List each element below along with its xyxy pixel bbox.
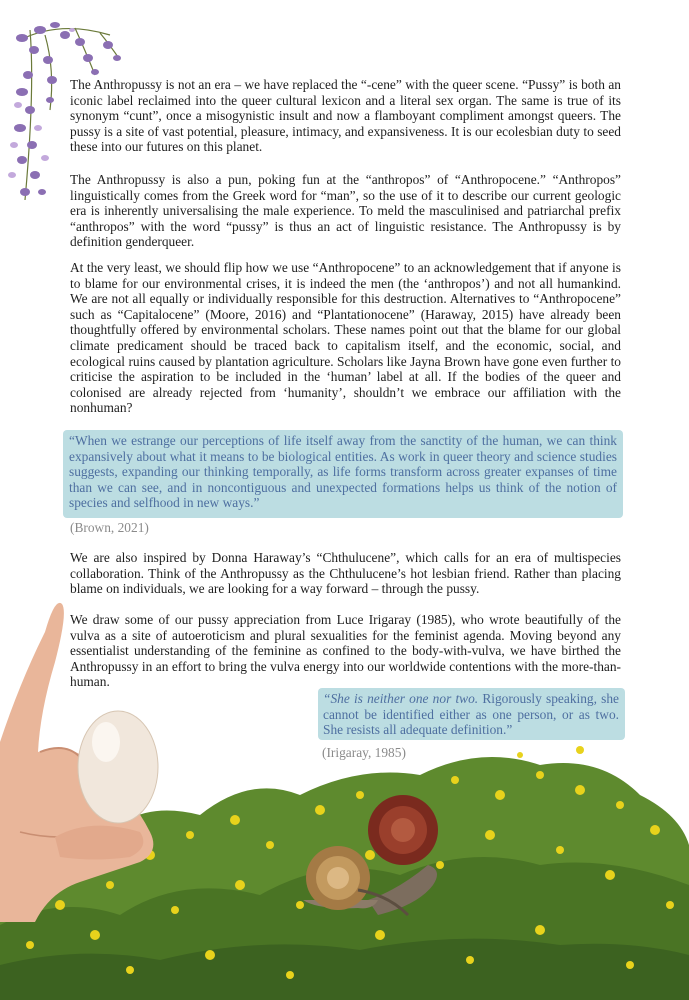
paragraph-anthropos-pun: The Anthropussy is also a pun, poking fun at the “anthropos” of “Anthropocene.” “Anthropos” linguistically comes from the Greek word for “man”, so the use of it to describe our current geologic era is inherently universalising the male experience. To meld the masculinised and patriarchal prefix “anthropos” with the word “pussy” is thus an act of linguistic resistance. The Anthropussy is by definition genderqueer. <box>70 172 621 250</box>
snails-illustration <box>298 790 448 925</box>
paragraph-chthulucene: We are also inspired by Donna Haraway’s “Chthulucene”, which calls for an era of multispecies collaboration. Think of the Anthropussy as the Chthulucene’s hot lesbian friend. Rather than placing blame on individuals, we are looking for a way forward – through the pussy. <box>70 550 621 597</box>
brown-quote-text: “When we estrange our perceptions of life itself away from the sanctity of the human, we can think expansively about what it means to be biological entities. As work in queer theory and science studies suggests, expanding our thinking temporally, as life forms transform across greater expanses of time than we can see, and in noncontiguous and unexpected formations helps us think of the notion of species and selfhood in new ways.” <box>69 433 617 511</box>
paragraph-anthropocene-alternatives: At the very least, we should flip how we use “Anthropocene” to an acknowledgement that if anyone is to blame for our environmental crises, it is indeed the men (the ‘anthropos’) and not all humankind. We are not all equally or individually responsible for this destruction. Alternatives to “Anthropocene” such as “Capitalocene” (Moore, 2016) and “Plantationocene” (Haraway, 2015) have already been thoughtfully offered by environmental scholars. These names point out that the blame for our global climate predicament should be traced back to capitalism itself, and the economic, social, and ecological ruins caused by plantation agriculture. Scholars like Jayna Brown have gone even further to criticise the aspiration to be included in the ‘human’ label at all. If the bodies of the queer and colonised are already rejected from ‘humanity’, shouldn’t we embrace our affiliation with the nonhuman? <box>70 260 621 416</box>
brown-citation: (Brown, 2021) <box>70 520 149 535</box>
hand-holding-egg-illustration <box>0 592 175 922</box>
paragraph-irigaray: We draw some of our pussy appreciation from Luce Irigaray (1985), who wrote beautifully of the vulva as a site of autoeroticism and plural sexualities for the feminist agenda. Moving beyond any essentialist understanding of the feminine as confined to the body-with-vulva, we have birthed the Anthropussy in an effort to bring the vulva energy into our worldwide contentions with the more-than-human. <box>70 612 621 690</box>
irigaray-quote-italic: “She is neither one nor two. <box>323 691 479 706</box>
paragraph-anthropussy-definition: The Anthropussy is not an era – we have replaced the “-cene” with the queer scene. “Pussy” is both an iconic label reclaimed into the queer cultural lexicon and a literal sex organ. The same is true of its synonym “cunt”, once a misogynistic insult and now a flamboyant compliment amongst queers. The pussy is a site of vast potential, pleasure, intimacy, and expansiveness. It is our ecolesbian duty to seed these into our futures on this planet. <box>70 77 621 155</box>
irigaray-quote-text: Rigorously speaking, she cannot be identified either as one person, or as two. She resists all adequate definition.” <box>323 691 619 738</box>
irigaray-quote-block <box>318 688 625 740</box>
brown-quote-block <box>63 430 623 518</box>
irigaray-citation: (Irigaray, 1985) <box>322 745 406 760</box>
